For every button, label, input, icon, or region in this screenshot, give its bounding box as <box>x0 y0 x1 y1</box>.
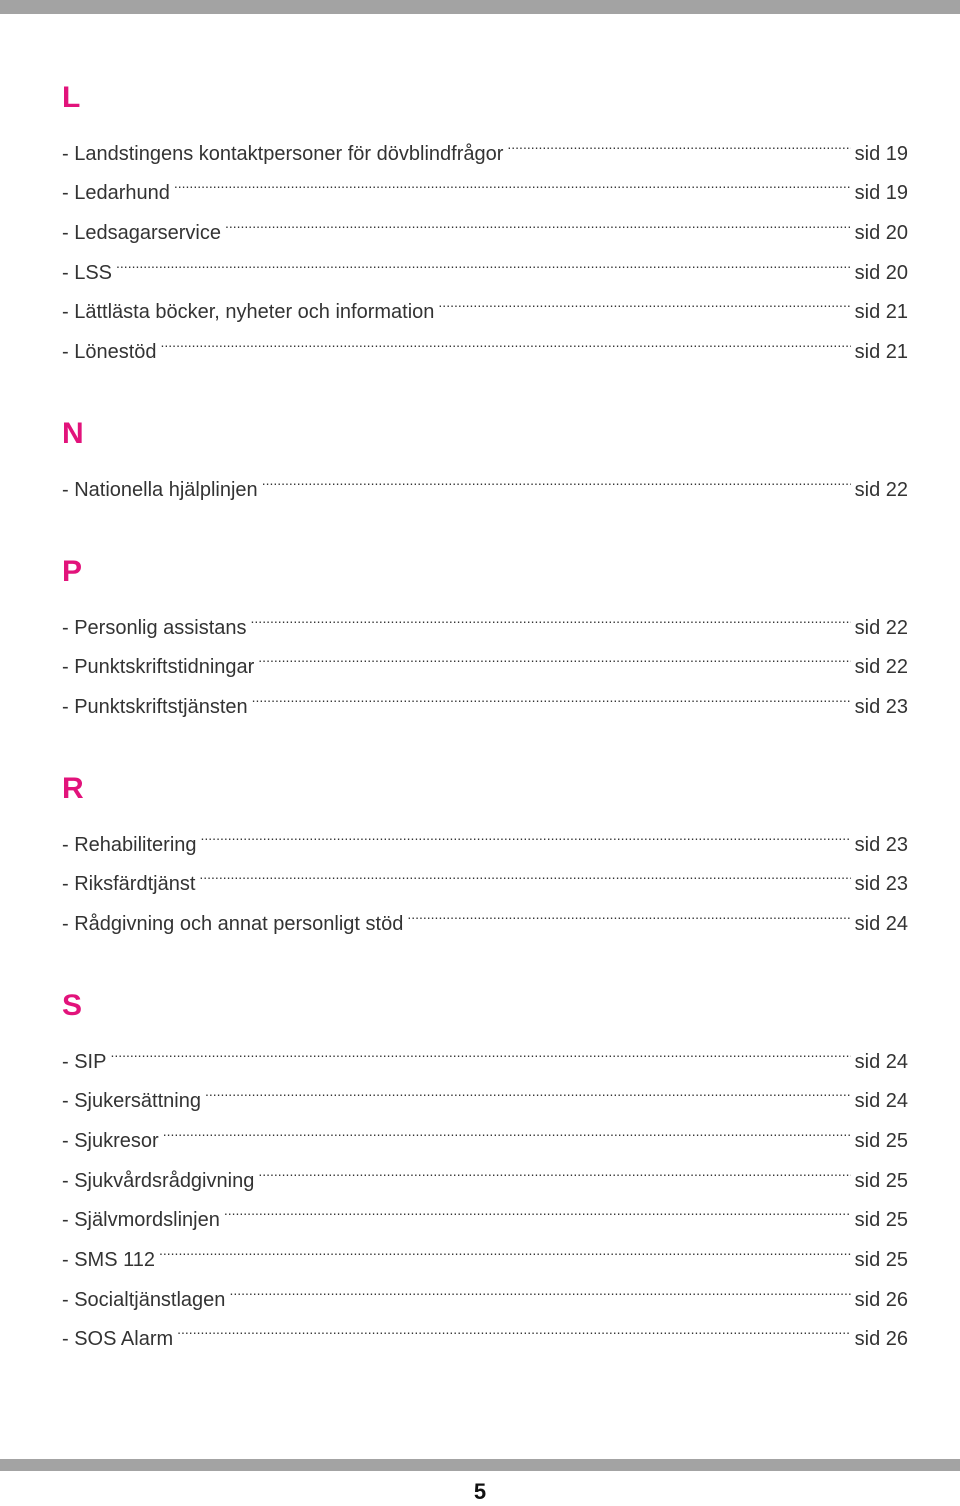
entry-title: - Punktskriftstjänsten <box>62 695 248 718</box>
section-n <box>62 414 908 501</box>
index-entry <box>62 120 908 165</box>
entry-title: - Lättlästa böcker, nyheter och information <box>62 301 435 324</box>
dot-leader <box>163 1107 851 1147</box>
entry-page: sid 22 <box>854 656 908 679</box>
entry-title: - Landstingens kontaktpersoner för dövblindfrågor <box>62 142 504 165</box>
entry-title: - Självmordslinjen <box>62 1209 220 1232</box>
section-s <box>62 986 908 1351</box>
entry-title: - Personlig assistans <box>62 616 247 639</box>
entry-title: - Nationella hjälplinjen <box>62 478 258 501</box>
entry-page: sid 21 <box>854 301 908 324</box>
entry-page: sid 23 <box>854 873 908 896</box>
dot-leader <box>507 120 850 160</box>
entry-page: sid 22 <box>854 478 908 501</box>
dot-leader <box>258 1147 850 1187</box>
section-letter: S <box>62 988 83 1022</box>
entry-title: - Sjukvårdsrådgivning <box>62 1169 255 1192</box>
dot-leader <box>224 1187 851 1227</box>
index-entry <box>62 594 908 639</box>
entry-page: sid 26 <box>854 1328 908 1351</box>
section-l <box>62 78 908 364</box>
index-entry <box>62 1028 908 1073</box>
entry-list <box>62 1028 908 1351</box>
entry-title: - SOS Alarm <box>62 1328 174 1351</box>
dot-leader <box>161 318 851 358</box>
index-entry <box>62 279 908 324</box>
dot-leader <box>251 594 851 634</box>
index-entry <box>62 1306 908 1351</box>
dot-leader <box>229 1266 850 1306</box>
entry-page: sid 23 <box>854 833 908 856</box>
entry-title: - Riksfärdtjänst <box>62 873 196 896</box>
index-entry <box>62 811 908 856</box>
dot-leader <box>110 1028 850 1068</box>
entry-title: - Rehabilitering <box>62 833 197 856</box>
entry-page: sid 19 <box>854 142 908 165</box>
entry-title: - Socialtjänstlagen <box>62 1288 226 1311</box>
entry-page: sid 25 <box>854 1169 908 1192</box>
dot-leader <box>177 1306 850 1346</box>
entry-page: sid 20 <box>854 222 908 245</box>
section-p <box>62 552 908 718</box>
index-entry <box>62 1147 908 1192</box>
section-letter: L <box>62 81 81 114</box>
entry-list <box>62 456 908 501</box>
entry-page: sid 26 <box>854 1288 908 1311</box>
section-letter: R <box>62 771 84 805</box>
dot-leader <box>258 634 850 674</box>
index-entry <box>62 199 908 245</box>
entry-page: sid 24 <box>854 1050 908 1073</box>
dot-leader <box>116 239 851 279</box>
entry-list <box>62 811 908 935</box>
dot-leader <box>201 811 851 851</box>
section-letter: N <box>62 417 84 451</box>
dot-leader <box>407 890 850 930</box>
entry-title: - Lönestöd <box>62 341 157 364</box>
entry-page: sid 25 <box>854 1249 908 1272</box>
section-r <box>62 769 908 935</box>
index-entry <box>62 318 908 364</box>
bottom-divider-bar <box>0 1459 960 1471</box>
entry-page: sid 24 <box>854 1090 908 1113</box>
dot-leader <box>438 279 850 319</box>
entry-page: sid 24 <box>854 912 908 935</box>
entry-title: - Ledarhund <box>62 182 170 205</box>
entry-title: - Sjukersättning <box>62 1090 201 1113</box>
section-letter: P <box>62 554 83 588</box>
entry-page: sid 22 <box>854 616 908 639</box>
dot-leader <box>262 456 851 496</box>
entry-title: - SIP <box>62 1050 107 1073</box>
dot-leader <box>199 851 850 891</box>
index-entry <box>62 1226 908 1272</box>
entry-title: - SMS 112 <box>62 1249 155 1272</box>
entry-page: sid 25 <box>854 1130 908 1152</box>
entry-page: sid 19 <box>854 182 908 205</box>
entry-title: - Rådgivning och annat personligt stöd <box>62 912 404 935</box>
entry-list <box>62 594 908 718</box>
index-content <box>62 78 908 1401</box>
index-entry <box>62 456 908 501</box>
entry-title: - LSS <box>62 261 113 284</box>
dot-leader <box>225 199 851 239</box>
index-entry <box>62 1266 908 1311</box>
index-entry <box>62 239 908 284</box>
entry-title: - Sjukresor <box>62 1130 159 1152</box>
dot-leader <box>159 1226 851 1266</box>
index-entry <box>62 160 908 205</box>
dot-leader <box>174 160 851 200</box>
entry-page: sid 25 <box>854 1209 908 1232</box>
index-entry <box>62 1068 908 1113</box>
entry-page: sid 20 <box>854 261 908 284</box>
entry-page: sid 21 <box>854 341 908 364</box>
entry-page: sid 23 <box>854 695 908 718</box>
dot-leader <box>252 673 851 713</box>
entry-title: - Punktskriftstidningar <box>62 656 255 679</box>
page-number: 5 <box>473 1479 487 1504</box>
dot-leader <box>205 1068 851 1108</box>
entry-list <box>62 120 908 364</box>
entry-title: - Ledsagarservice <box>62 222 221 245</box>
top-divider-bar <box>0 0 960 14</box>
index-entry <box>62 1107 908 1152</box>
